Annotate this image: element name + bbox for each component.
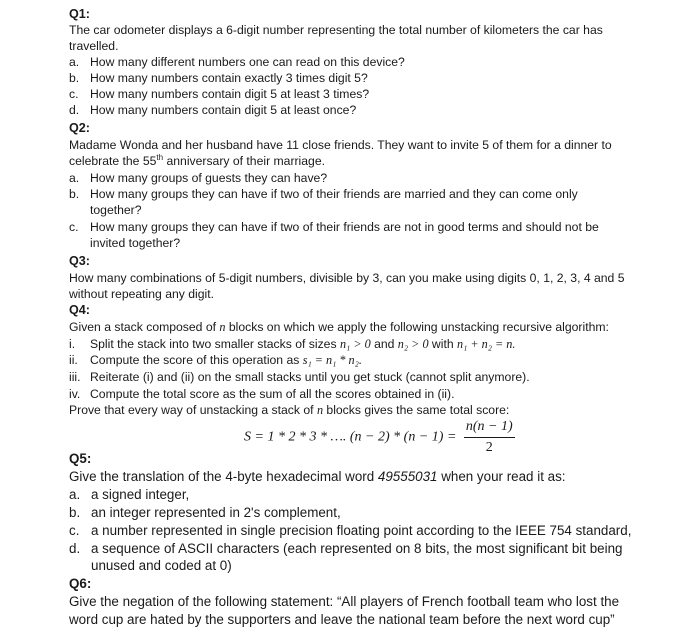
q2-item-b-continuation: together? <box>90 203 142 217</box>
item-marker: b. <box>69 187 80 201</box>
q2-item-c-continuation: invited together? <box>90 236 181 250</box>
q4-prove <box>69 402 509 418</box>
q1-item-d <box>69 102 356 118</box>
q2-intro-line <box>69 153 325 169</box>
math-variable: n <box>316 403 324 417</box>
item-marker: a. <box>69 487 81 502</box>
q2-intro-line: Madame Wonda and her husband have 11 close friends. They want to invite 5 of them for a dinner to <box>69 138 612 152</box>
q2-intro-text: anniversary of their marriage. <box>163 154 325 168</box>
q1-heading: Q1: <box>69 7 90 21</box>
item-marker: a. <box>69 55 80 69</box>
item-text: How many groups they can have if two of their friends are married and they can come only <box>90 187 578 201</box>
q2-item-c <box>69 219 599 235</box>
item-marker: d. <box>69 541 81 556</box>
math-expression: n₁ + n₂ = n. <box>457 337 516 351</box>
q4-item-iv <box>69 386 454 402</box>
fraction-denominator: 2 <box>485 440 493 455</box>
item-marker: b. <box>69 71 80 85</box>
q4-item-ii <box>69 352 362 368</box>
item-text: How many numbers contain digit 5 at least 3 times? <box>90 87 370 101</box>
item-marker: b. <box>69 505 81 520</box>
formula-fraction <box>464 418 515 457</box>
q3-heading: Q3: <box>69 254 90 268</box>
item-marker: a. <box>69 171 80 185</box>
q6-heading: Q6: <box>69 576 92 591</box>
item-marker: d. <box>69 103 80 117</box>
item-marker: i. <box>69 337 76 351</box>
item-marker: iii. <box>69 370 81 384</box>
q1-item-b <box>69 70 368 86</box>
item-marker: c. <box>69 220 79 234</box>
q5-item-b <box>69 504 341 522</box>
item-text: How many groups they can have if two of their friends are not in good terms and should not be <box>90 220 599 234</box>
item-text: Reiterate (i) and (ii) on the small stacks until you get stuck (cannot split anymore). <box>90 370 530 384</box>
item-text: Split the stack into two smaller stacks of sizes <box>90 337 340 351</box>
item-text: How many groups of guests they can have? <box>90 171 328 185</box>
q2-item-a <box>69 170 327 186</box>
q2-heading: Q2: <box>69 121 90 135</box>
q4-item-i <box>69 336 515 352</box>
q5-item-d <box>69 540 622 558</box>
q2-item-b <box>69 186 578 202</box>
item-marker: ii. <box>69 353 78 367</box>
ordinal-suffix: th <box>156 152 164 162</box>
q4-item-iii <box>69 369 530 385</box>
q3-line: without repeating any digit. <box>69 287 214 301</box>
math-variable: n <box>219 320 226 334</box>
q4-formula <box>244 418 515 457</box>
item-marker: c. <box>69 523 80 538</box>
q4-heading: Q4: <box>69 303 90 317</box>
item-text: a sequence of ASCII characters (each represented on 8 bits, the most significant bit being <box>91 541 623 556</box>
q6-line: Give the negation of the following statement: “All players of French football team who lost the <box>69 594 620 609</box>
item-text: Compute the score of this operation as <box>90 353 303 367</box>
item-text: How many numbers contain exactly 3 times digit 5? <box>90 71 368 85</box>
q1-item-a <box>69 54 405 70</box>
q5-item-d-continuation: unused and coded at 0) <box>91 558 232 573</box>
math-expression: s₁ = n₁ * n₂. <box>302 353 362 367</box>
q5-item-c <box>69 522 631 540</box>
item-text: a signed integer, <box>91 487 190 502</box>
item-text: with <box>428 337 457 351</box>
q5-item-a <box>69 486 189 504</box>
item-text: How many different numbers one can read on this device? <box>90 55 405 69</box>
formula-lhs: S = 1 * 2 * 3 * …. (n − 2) * (n − 1) = <box>244 429 457 445</box>
q5-intro-text: when your read it as: <box>437 469 566 484</box>
q4-intro-text: blocks on which we apply the following unstacking recursive algorithm: <box>225 320 609 334</box>
q6-line: word cup are hated by the supporters and leave the national team before the next word cup” <box>69 612 615 627</box>
item-marker: iv. <box>69 387 81 401</box>
fraction-numerator: n(n − 1) <box>464 418 515 438</box>
q4-intro <box>69 319 609 335</box>
math-expression: n₁ > 0 <box>339 337 371 351</box>
q1-intro-line: travelled. <box>69 39 119 53</box>
item-text: Compute the total score as the sum of all the scores obtained in (ii). <box>90 387 455 401</box>
hex-word: 49555031 <box>377 469 438 484</box>
q4-prove-text: Prove that every way of unstacking a stack of <box>69 403 317 417</box>
q1-item-c <box>69 86 369 102</box>
item-text: a number represented in single precision floating point according to the IEEE 754 standard, <box>91 523 632 538</box>
math-expression: n₂ > 0 <box>397 337 429 351</box>
q3-line: How many combinations of 5-digit numbers, divisible by 3, can you make using digits 0, 1, 2, 3, 4 and 5 <box>69 271 625 285</box>
q2-intro-text: celebrate the 55 <box>69 154 157 168</box>
item-text: How many numbers contain digit 5 at least once? <box>90 103 357 117</box>
q1-intro-line: The car odometer displays a 6-digit number representing the total number of kilometers the car has <box>69 23 603 37</box>
q4-prove-text: blocks gives the same total score: <box>323 403 510 417</box>
item-text: and <box>370 337 398 351</box>
q5-intro-text: Give the translation of the 4-byte hexadecimal word <box>69 469 378 484</box>
q5-heading: Q5: <box>69 451 92 466</box>
item-text: an integer represented in 2's complement, <box>91 505 341 520</box>
item-marker: c. <box>69 87 79 101</box>
q5-intro <box>69 468 566 486</box>
q4-intro-text: Given a stack composed of <box>69 320 220 334</box>
